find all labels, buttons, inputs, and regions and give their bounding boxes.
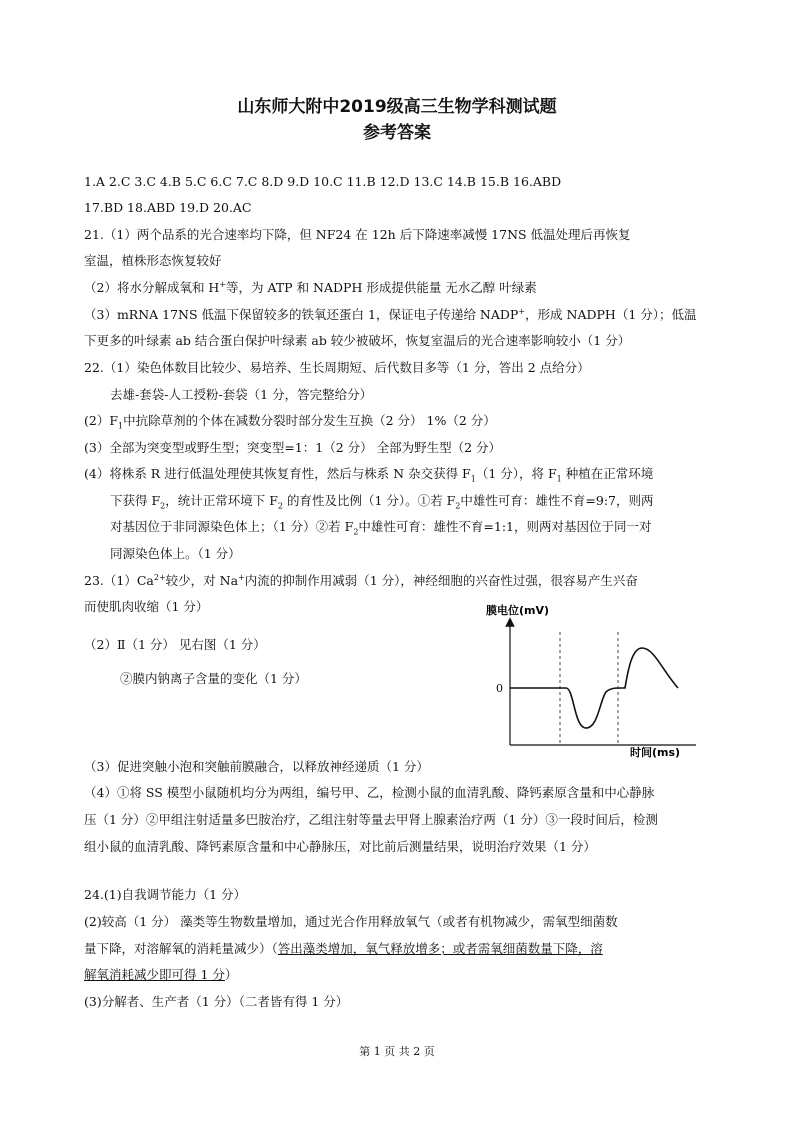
- q24-line-5: (3)分解者、生产者（1 分）（二者皆有得 1 分）: [84, 994, 349, 1009]
- q23-line-7: 压（1 分）②甲组注射适量多巴胺治疗，乙组注射等量去甲肾上腺素治疗两（1 分）③一段时间后，检测: [84, 812, 658, 827]
- q21-line-5: 下更多的叶绿素 ab 结合蛋白保护叶绿素 ab 较少被破坏，恢复室温后的光合速率影响较小（1 分）: [84, 333, 631, 348]
- page-subtitle: 参考答案: [363, 123, 431, 143]
- q22-line-4: (3）全部为突变型或野生型；突变型=1：1（2 分） 全部为野生型（2 分）: [84, 440, 502, 455]
- q23-line-5: （3）促进突触小泡和突触前膜融合，以释放神经递质（1 分）: [84, 759, 429, 774]
- q22-line-7: 对基因位于非同源染色体上；（1 分）②若 $F_2$中雄性可育：雄性不育=1:1，则两对基因位于同一对: [110, 519, 652, 537]
- page-footer: 第 1 页 共 2 页: [359, 1045, 435, 1058]
- mc-answers-row-2: 17.BD 18.ABD 19.D 20.AC: [84, 200, 252, 215]
- q24-line-1: 24.(1)自我调节能力（1 分）: [84, 887, 247, 902]
- graph-potential-curve: [510, 648, 678, 728]
- membrane-potential-graph: [470, 600, 710, 760]
- q23-line-3: （2）Ⅱ（1 分） 见右图（1 分）: [84, 637, 266, 652]
- q24-line-2: (2)较高（1 分） 藻类等生物数量增加，通过光合作用释放氧气（或者有机物减少，需氧型细菌数: [84, 914, 618, 929]
- q21-line-2: 室温，植株形态恢复较好: [84, 253, 222, 268]
- graph-x-label: 时间(ms): [630, 746, 681, 759]
- q23-line-1: $23.(1)Ca^{2+}$较少，对 Na+内流的抑制作用减弱（1 分），神经细胞的兴奋性过强，很容易产生兴奋: [84, 572, 638, 588]
- q22-line-2: 去雄-套袋-人工授粉-套袋（1 分，答完整给分）: [110, 387, 373, 402]
- q21-line-3: （2）将水分解成氧和 H+等，为 ATP 和 NADPH 形成提供能量 无水乙醇 叶绿素: [84, 279, 537, 295]
- q23-line-8: 组小鼠的血清乳酸、降钙素原含量和中心静脉压，对比前后测量结果，说明治疗效果（1 分）: [84, 839, 596, 854]
- q22-line-3: $(2)F_1$中抗除草剂的个体在减数分裂时部分发生互换（2 分） 1%（2 分）: [84, 413, 496, 431]
- page-title: 山东师大附中2019级高三生物学科测试题: [237, 97, 557, 117]
- q24-line-3: 量下降，对溶解氧的消耗量减少）（答出藻类增加，氧气释放增多；或者需氧细菌数量下降，溶: [84, 941, 603, 956]
- q22-line-1: 22.（1）染色体数目比较少、易培养、生长周期短、后代数目多等（1 分，答出 2 点给分）: [84, 360, 590, 375]
- q23-line-6: （4）①将 SS 模型小鼠随机均分为两组，编号甲、乙，检测小鼠的血清乳酸、降钙素原含量和中心静脉: [84, 785, 655, 800]
- q22-line-5: (4）将株系 R 进行低温处理使其恢复育性，然后与株系 N 杂交获得 $F_1(1$ 分），将 $F_1$ 种植在正常环境: [84, 466, 654, 484]
- q22-line-8: 同源染色体上。（1 分）: [110, 546, 241, 561]
- graph-y-label: 膜电位(mV): [486, 604, 550, 617]
- q24-line-4: 解氧消耗减少即可得 1 分）: [84, 967, 238, 982]
- q23-line-4: ②膜内钠离子含量的变化（1 分）: [120, 671, 307, 686]
- q23-line-2: 而使肌肉收缩（1 分）: [84, 599, 209, 614]
- mc-answers-row-1: 1.A 2.C 3.C 4.B 5.C 6.C 7.C 8.D 9.D 10.C 11.B 12.D 13.C 14.B 15.B 16.ABD: [84, 174, 562, 189]
- q21-line-4: （3）mRNA 17NS 低温下保留较多的铁氧还蛋白 1，保证电子传递给 NADP+，形成 NADPH（1 分）；低温: [84, 306, 697, 322]
- q21-line-1: 21.（1）两个品系的光合速率均下降，但 NF24 在 12h 后下降速率减慢 17NS 低温处理后再恢复: [84, 227, 631, 242]
- graph-zero-label: 0: [496, 682, 503, 695]
- q22-line-6: 下获得 $F_2$，统计正常环境下 $F_2$ 的育性及比例（1 分）。①若 $F_2$中雄性可育：雄性不育=9:7，则两: [110, 493, 654, 511]
